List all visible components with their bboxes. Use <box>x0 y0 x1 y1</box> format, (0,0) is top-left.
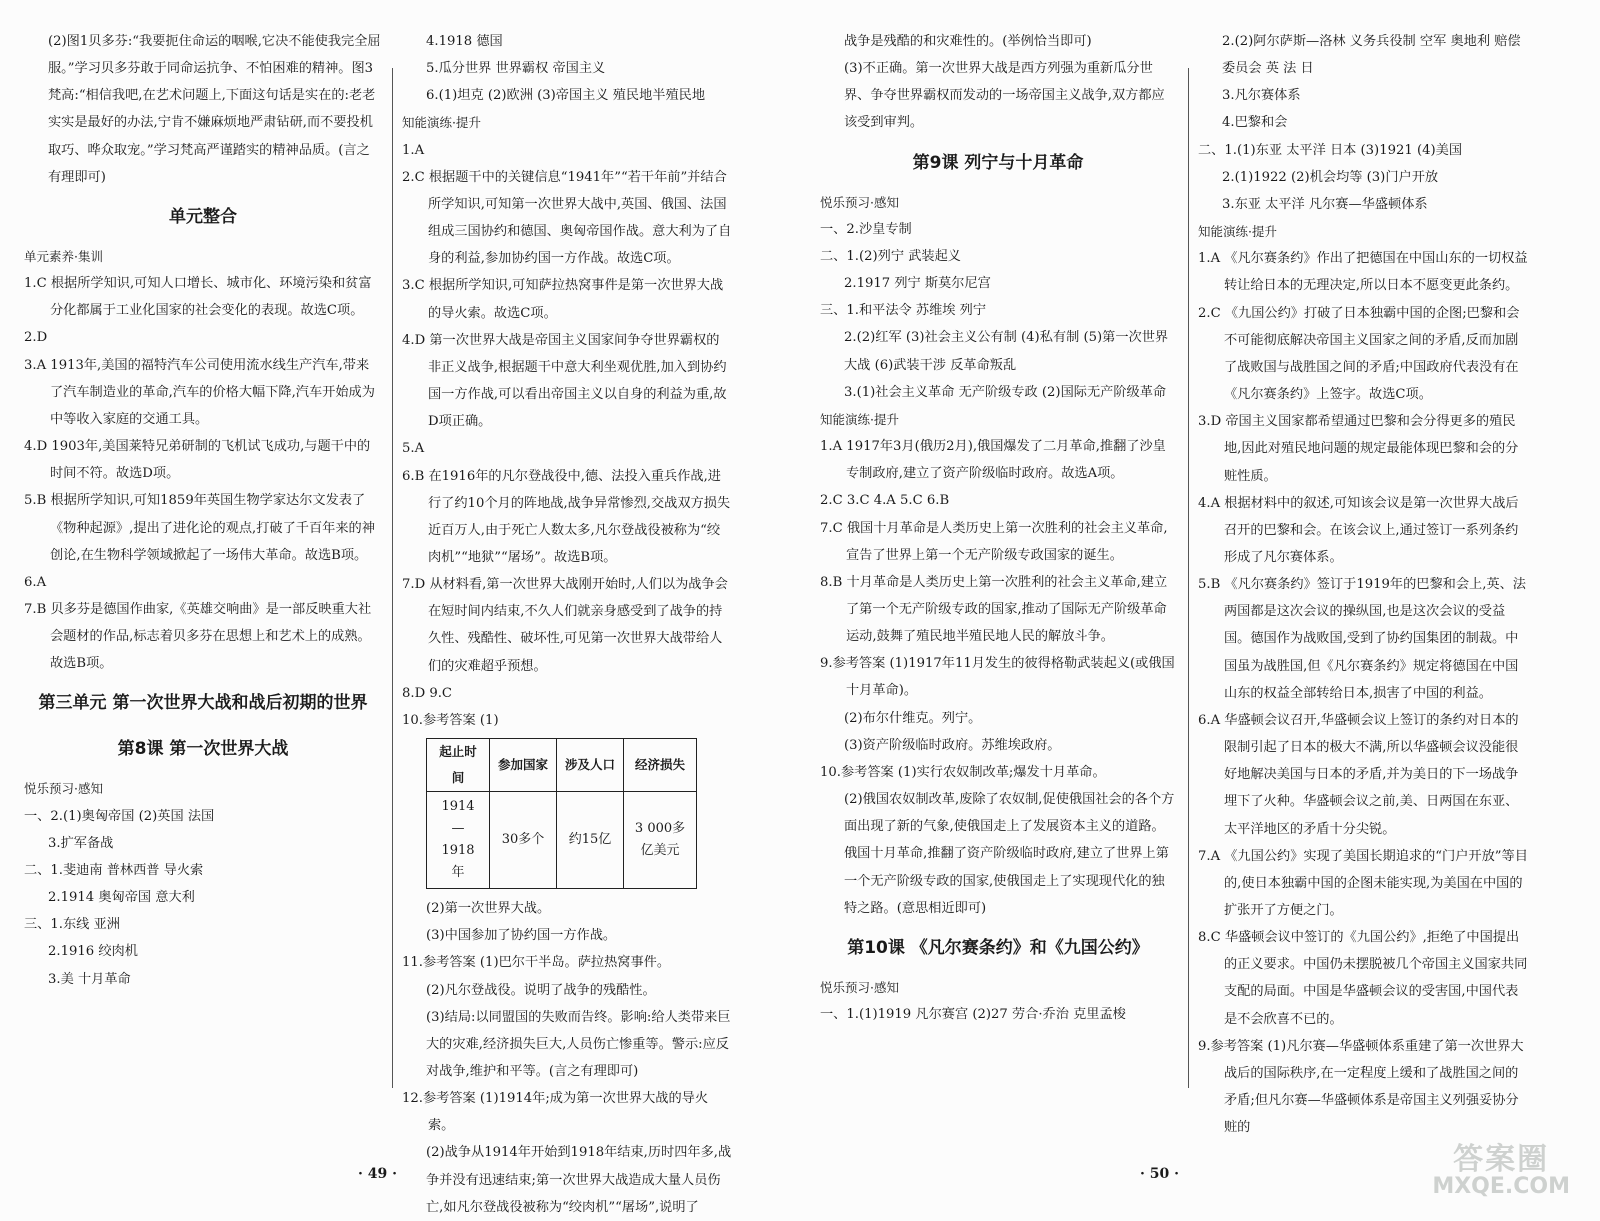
answer-line: 4.D 1903年,美国莱特兄弟研制的飞机试飞成功,与题干中的时间不符。故选D项。 <box>24 439 371 482</box>
answer-line: 2.(1)1922 (2)机会均等 (3)门户开放 <box>1222 169 1439 185</box>
section-heading: 单元整合 <box>169 206 237 227</box>
watermark-logo <box>1432 1134 1570 1199</box>
answer-line: 3.A 1913年,美国的福特汽车公司使用流水线生产汽车,带来了汽车制造业的革命,汽车的价格大幅下降,汽车开始成为中等收入家庭的交通工具。 <box>24 357 375 427</box>
answer-line: 8.C 华盛顿会议中签订的《九国公约》,拒绝了中国提出的正义要求。中国仍未摆脱被几个帝国主义国家共同支配的局面。中国是华盛顿会议的受害国,中国代表是不会欣喜不已的。 <box>1198 930 1528 1027</box>
answer-table-header <box>427 739 697 792</box>
answer-line: (3)中国参加了协约国一方作战。 <box>426 928 617 944</box>
table-cell: 3 000多亿美元 <box>624 792 697 889</box>
answer-line: (2)第一次世界大战。 <box>426 901 551 917</box>
answer-line: 2.1917 列宁 斯莫尔尼宫 <box>844 276 991 292</box>
table-header-cell: 经济损失 <box>624 739 697 792</box>
answer-line: 9.参考答案 (1)凡尔赛—华盛顿体系重建了第一次世界大战后的国际秩序,在一定程度上缓和了战胜国之间的矛盾;但凡尔赛—华盛顿体系是帝国主义列强妥协分赃的 <box>1198 1038 1524 1136</box>
subsection-label: 悦乐预习·感知 <box>820 194 899 210</box>
answer-line: 3.东亚 太平洋 凡尔赛—华盛顿体系 <box>1222 196 1428 212</box>
answer-line: 4.巴黎和会 <box>1222 115 1288 131</box>
answer-line: 5.A <box>402 441 425 457</box>
left-page <box>0 28 790 1215</box>
answer-line: 一、2.(1)奥匈帝国 (2)英国 法国 <box>24 808 215 824</box>
table-cell: 30多个 <box>490 792 557 889</box>
answer-line: 2.C 《九国公约》打破了日本独霸中国的企图;巴黎和会不可能彻底解决帝国主义国家之间的矛盾,反而加剧了战败国与战胜国之间的矛盾;中国政府代表没有在《凡尔赛条约》上签字。故选C项。 <box>1198 305 1520 403</box>
answer-line: 二、1.(1)东亚 太平洋 日本 (3)1921 (4)美国 <box>1198 142 1463 158</box>
answer-line: 6.B 在1916年的凡尔登战役中,德、法投入重兵作战,进行了约10个月的阵地战,战争异常惨烈,交战双方损失近百万人,由于死亡人数太多,凡尔登战役被称为“绞肉机”“地狱”“屠场”。故选B项。 <box>402 468 731 565</box>
answer-line: 战争是残酷的和灾难性的。(举例恰当即可) <box>844 34 1092 49</box>
answer-table <box>426 738 697 889</box>
answer-line: 7.C 俄国十月革命是人类历史上第一次胜利的社会主义革命,宣告了世界上第一个无产阶级专政国家的诞生。 <box>820 520 1168 563</box>
answer-line: 2.C 根据题干中的关键信息“1941年”“若干年前”并结合所学知识,可知第一次世界大战中,英国、俄国、法国组成三国协约和德国、奥匈帝国作战。意大利为了自身的利益,参加协约国一方作战。故选C项。 <box>402 169 732 267</box>
answer-line: 三、1.东线 亚洲 <box>24 917 120 933</box>
answer-line: 三、1.和平法令 苏维埃 列宁 <box>820 303 987 319</box>
subsection-label: 单元素养·集训 <box>24 248 103 264</box>
answer-line: (3)不正确。第一次世界大战是西方列强为重新瓜分世界、争夺世界霸权而发动的一场帝国主义战争,双方都应该受到审判。 <box>844 61 1165 131</box>
answer-line: 4.1918 德国 <box>426 34 503 49</box>
subsection-label: 知能演练·提升 <box>1198 224 1277 240</box>
left-column-2 <box>402 28 732 1221</box>
answer-line: 7.B 贝多芬是德国作曲家,《英雄交响曲》是一部反映重大社会题材的作品,标志着贝多芬在思想上和艺术上的成熟。故选B项。 <box>24 601 372 672</box>
subsection-label: 悦乐预习·感知 <box>820 979 899 995</box>
answer-line: 3.扩军备战 <box>48 835 114 851</box>
table-header-cell: 起止时间 <box>427 739 490 792</box>
table-header-cell: 参加国家 <box>490 739 557 792</box>
section-heading: 第10课 《凡尔赛条约》和《九国公约》 <box>847 937 1149 958</box>
answer-line: 一、2.沙皇专制 <box>820 221 912 237</box>
subsection-label: 悦乐预习·感知 <box>24 781 103 797</box>
answer-line: 10.参考答案 (1) <box>402 712 499 728</box>
answer-line: (3)结局:以同盟国的失败而告终。影响:给人类带来巨大的灾难,经济损失巨大,人员伤亡惨重等。警示:应反对战争,维护和平等。(言之有理即可) <box>426 1009 731 1079</box>
answer-line: 一、1.(1)1919 凡尔赛宫 (2)27 劳合·乔治 克里孟梭 <box>820 1007 1126 1022</box>
answer-line: 1.A 《凡尔赛条约》作出了把德国在中国山东的一切权益转让给日本的无理决定,所以日本不愿变更此条约。 <box>1198 251 1528 294</box>
answer-line: 5.B 《凡尔赛条约》签订于1919年的巴黎和会上,英、法两国都是这次会议的操纵国,也是这次会议的受益国。德国作为战败国,受到了协约国集团的制裁。中国虽为战胜国,但《凡尔赛条约》规定将德国在中国山东的权益全部转给日本,损害了中国的利益。 <box>1198 577 1526 701</box>
answer-line: (2)战争从1914年开始到1918年结束,历时四年多,战争并没有迅速结束;第一次世界大战造成大量人员伤亡,如凡尔登战役被称为“绞肉机”“屠场”,说明了 <box>426 1145 732 1215</box>
answer-line: 2.1916 绞肉机 <box>48 944 138 960</box>
answer-line: 9.参考答案 (1)1917年11月发生的彼得格勒武装起义(或俄国十月革命)。 <box>820 656 1175 699</box>
answer-line: 二、1.(2)列宁 武装起义 <box>820 248 961 264</box>
answer-line: 7.D 从材料看,第一次世界大战刚开始时,人们以为战争会在短时间内结束,不久人们就亲身感受到了战争的持久性、残酷性、破坏性,可见第一次世界大战带给人们的灾难超乎预想。 <box>402 577 728 674</box>
watermark-url: MXQE.COM <box>1432 1174 1570 1199</box>
answer-line: (2)布尔什维克。列宁。 <box>844 710 982 726</box>
answer-line: 2.1914 奥匈帝国 意大利 <box>48 890 195 906</box>
column-divider <box>392 68 393 1088</box>
answer-line: 1.A <box>402 142 425 158</box>
answer-line: (2)凡尔登战役。说明了战争的残酷性。 <box>426 982 656 998</box>
answer-line: 1.C 根据所学知识,可知人口增长、城市化、环境污染和贫富分化都属于工业化国家的社会变化的表现。故选C项。 <box>24 276 372 319</box>
watermark-text: 答案圈 <box>1453 1142 1550 1177</box>
answer-line: 3.凡尔赛体系 <box>1222 88 1301 104</box>
answer-line: 二、1.斐迪南 普林西普 导火索 <box>24 862 204 878</box>
answer-line: 4.D 第一次世界大战是帝国主义国家间争夺世界霸权的非正义战争,根据题干中意大利坐观优胜,加入到协约国一方作战,可以看出帝国主义以自身的利益为重,故D项正确。 <box>402 332 727 430</box>
answer-line: (2)图1贝多芬:“我要扼住命运的咽喉,它决不能使我完全屈服。”学习贝多芬敢于同命运抗争、不怕困难的精神。图3梵高:“相信我吧,在艺术问题上,下面这句话是实在的:老老实实是最好的办法,宁肯不嫌麻烦地严肃钻研,而不要投机取巧、哗众取宠。”学习梵高严谨踏实的精神品质。(言之有理即可) <box>48 34 381 185</box>
page-number: · 50 · <box>1140 1166 1179 1182</box>
answer-line: 3.C 根据所学知识,可知萨拉热窝事件是第一次世界大战的导火索。故选C项。 <box>402 278 724 321</box>
col2b <box>402 895 732 1221</box>
answer-line: 8.D 9.C <box>402 685 453 701</box>
answer-line: 12.参考答案 (1)1914年;成为第一次世界大战的导火索。 <box>402 1091 709 1134</box>
answer-line: 2.D <box>24 330 48 346</box>
answer-line: 2.C 3.C 4.A 5.C 6.B <box>820 493 950 509</box>
table-header-cell: 涉及人口 <box>557 739 624 792</box>
table-cell: 1914—1918年 <box>427 792 490 889</box>
answer-line: 6.A 华盛顿会议召开,华盛顿会议上签订的条约对日本的限制引起了日本的极大不满,所以华盛顿会议没能很好地解决美国与日本的矛盾,并为美日的下一场战争埋下了火种。华盛顿会议之前,美、日两国在东亚、太平洋地区的矛盾十分尖锐。 <box>1198 712 1519 837</box>
answer-table-row <box>427 792 697 889</box>
answer-line: 3.美 十月革命 <box>48 971 131 987</box>
section-heading: 第8课 第一次世界大战 <box>117 739 289 760</box>
answer-line: 5.瓜分世界 世界霸权 帝国主义 <box>426 61 606 77</box>
right-column-1 <box>820 28 1176 1028</box>
section-heading: 第三单元 第一次世界大战和战后初期的世界 <box>38 693 368 714</box>
table-cell: 约15亿 <box>557 792 624 889</box>
answer-line: 3.(1)社会主义革命 无产阶级专政 (2)国际无产阶级革命 <box>844 384 1167 400</box>
page-number: · 49 · <box>358 1166 397 1182</box>
left-column-1 <box>24 28 382 993</box>
subsection-label: 知能演练·提升 <box>820 411 899 427</box>
answer-line: 4.A 根据材料中的叙述,可知该会议是第一次世界大战后召开的巴黎和会。在该会议上,通过签订一系列条约形成了凡尔赛体系。 <box>1198 495 1519 565</box>
answer-line: 10.参考答案 (1)实行农奴制改革;爆发十月革命。 <box>820 764 1106 780</box>
answer-line: 1.A 1917年3月(俄历2月),俄国爆发了二月革命,推翻了沙皇专制政府,建立了资产阶级临时政府。故选A项。 <box>820 439 1166 482</box>
column-divider <box>1188 68 1189 1088</box>
subsection-label: 知能演练·提升 <box>402 115 481 131</box>
answer-line: (2)俄国农奴制改革,废除了农奴制,促使俄国社会的各个方面出现了新的气象,使俄国走上了发展资本主义的道路。俄国十月革命,推翻了资产阶级临时政府,建立了世界上第一个无产阶级专政的国家,使俄国走上了实现现代化的独特之路。(意思相近即可) <box>844 792 1175 916</box>
answer-line: 5.B 根据所学知识,可知1859年英国生物学家达尔文发表了《物种起源》,提出了进化论的观点,打破了千百年来的神创论,在生物科学领域掀起了一场伟大革命。故选B项。 <box>24 493 375 563</box>
section-heading: 第9课 列宁与十月革命 <box>912 152 1084 173</box>
answer-line: 8.B 十月革命是人类历史上第一次胜利的社会主义革命,建立了第一个无产阶级专政的国家,推动了国际无产阶级革命运动,鼓舞了殖民地半殖民地人民的解放斗争。 <box>820 574 1168 645</box>
answer-line: 2.(2)红军 (3)社会主义公有制 (4)私有制 (5)第一次世界大战 (6)武装干涉 反革命叛乱 <box>844 330 1169 373</box>
col2a <box>402 28 732 734</box>
right-column-2 <box>1198 28 1530 1141</box>
answer-line: 11.参考答案 (1)巴尔干半岛。萨拉热窝事件。 <box>402 955 671 971</box>
answer-line: 6.A <box>24 574 47 590</box>
answer-line: 3.D 帝国主义国家都希望通过巴黎和会分得更多的殖民地,因此对殖民地问题的规定最能体现巴黎和会的分赃性质。 <box>1198 414 1519 484</box>
answer-line: 6.(1)坦克 (2)欧洲 (3)帝国主义 殖民地半殖民地 <box>426 88 706 104</box>
answer-line: 2.(2)阿尔萨斯—洛林 义务兵役制 空军 奥地利 赔偿委员会 英 法 日 <box>1222 34 1521 77</box>
answer-line: (3)资产阶级临时政府。苏维埃政府。 <box>844 737 1061 753</box>
answer-line: 7.A 《九国公约》实现了美国长期追求的“门户开放”等目的,使日本独霸中国的企图未能实现,为美国在中国的扩张开了方便之门。 <box>1198 848 1528 918</box>
